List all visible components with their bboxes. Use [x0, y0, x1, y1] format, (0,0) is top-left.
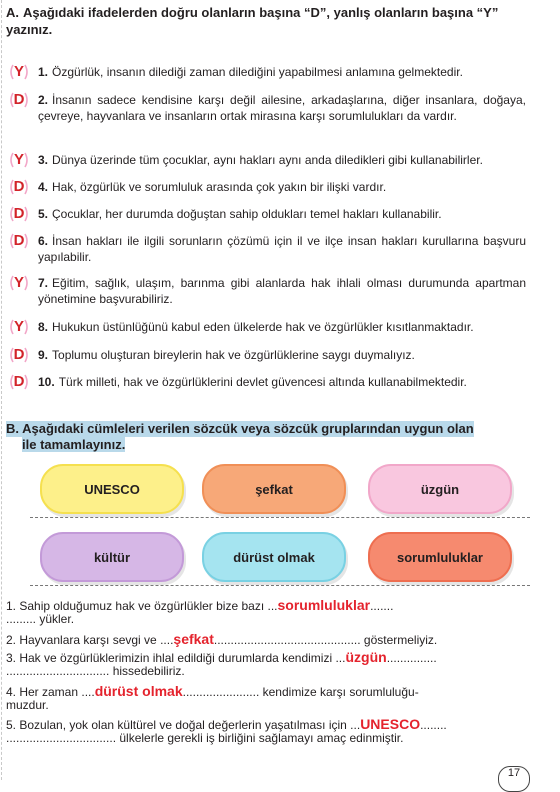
item-number: 3. [38, 153, 49, 167]
item-number: 9. [38, 348, 49, 362]
item-text: Türk milleti, hak ve özgürlüklerini devlet güvencesi altında kullanabilmektedir. [58, 375, 467, 389]
filled-answer: sorumluluklar [277, 597, 371, 613]
item-number: 5. [38, 207, 49, 221]
filled-answer: dürüst olmak [94, 683, 183, 699]
answer-mark: D [8, 373, 30, 391]
section-b-text-line2: ile tamamlayınız. [22, 437, 126, 452]
answer-mark: Y [8, 151, 30, 169]
item-number: 6. [38, 234, 49, 248]
filled-answer: üzgün [345, 649, 387, 665]
section-b-text-line1: Aşağıdaki cümleleri verilen sözcük veya sözcük gruplarından uygun olan [22, 421, 474, 436]
answer-mark: Y [8, 318, 30, 336]
sentence-1: 1. Sahip olduğumuz hak ve özgürlükler bize bazı ...sorumluluklar....... ......... yükler. [6, 597, 394, 626]
divider [30, 585, 530, 586]
item-number: 7. [38, 276, 49, 290]
answer-bracket-icon [8, 274, 28, 292]
answer-bracket-icon [8, 318, 28, 336]
item-text: Eğitim, sağlık, ulaşım, barınma gibi alanlarda hak ihlali olması durumunda apartman yönetimine başvurabiliriz. [38, 276, 526, 306]
answer-mark: D [8, 178, 30, 196]
word-box-kultur: kültür [40, 532, 184, 582]
answer-mark: Y [8, 63, 30, 81]
section-a-letter: A. [6, 5, 19, 20]
item-text: Çocuklar, her durumda doğuştan sahip oldukları temel hakları kullanabilir. [52, 207, 442, 221]
answer-bracket-icon [8, 178, 28, 196]
answer-mark: Y [8, 274, 30, 292]
item-number: 4. [38, 180, 49, 194]
item-text: Özgürlük, insanın dilediği zaman dilediğini yapabilmesi anlamına gelmektedir. [52, 65, 463, 79]
item-text: Dünya üzerinde tüm çocuklar, aynı hakları aynı anda diledikleri gibi kullanabilirler. [52, 153, 483, 167]
answer-mark: D [8, 346, 30, 364]
item-number: 1. [38, 65, 49, 79]
answer-bracket-icon [8, 63, 28, 81]
answer-bracket-icon [8, 151, 28, 169]
item-text: Toplumu oluşturan bireylerin hak ve özgürlüklerine saygı duymalıyız. [52, 348, 415, 362]
item-text: İnsanın sadece kendisine karşı değil ailesine, arkadaşlarına, diğer insanlara, doğaya, çevreye, hayvanlara ve insanların ortak mirasına karşı sorumlulukları da vardır. [38, 93, 526, 123]
margin-guide [1, 0, 2, 780]
filled-answer: UNESCO [360, 716, 421, 732]
filled-answer: şefkat [173, 631, 214, 647]
item-text: Hukukun üstünlüğünü kabul eden ülkelerde hak ve özgürlükler kısıtlanmaktadır. [52, 320, 474, 334]
answer-bracket-icon [8, 205, 28, 223]
page-number: 17 [498, 766, 530, 792]
section-b-letter: B. [6, 421, 19, 436]
item-text: İnsan hakları ile ilgili sorunların çözümü için il ve ilçe insan hakları kurullarına başvuru yapılabilir. [38, 234, 526, 264]
word-box-unesco: UNESCO [40, 464, 184, 514]
item-text: Hak, özgürlük ve sorumluluk arasında çok yakın bir ilişki vardır. [52, 180, 387, 194]
word-box-uzgun: üzgün [368, 464, 512, 514]
sentence-2: 2. Hayvanlara karşı sevgi ve ....şefkat............................................ göstermeliyiz. [6, 631, 438, 647]
sentence-3: 3. Hak ve özgürlüklerimizin ihlal edildiği durumlarda kendimizi ...üzgün............... ............................... hissedebiliriz. [6, 649, 437, 678]
section-a-text: Aşağıdaki ifadelerden doğru olanların başına “D”, yanlış olanların başına “Y” yazınız. [6, 5, 499, 37]
answer-mark: D [8, 232, 30, 250]
item-number: 10. [38, 375, 55, 389]
sentence-5: 5. Bozulan, yok olan kültürel ve doğal değerlerin yaşatılması için ...UNESCO........ ................................. ülkelerle gerekli iş birliğini sağlamayı amaç edinmiştir. [6, 716, 447, 745]
sentence-4: 4. Her zaman ....dürüst olmak....................... kendimize karşı sorumluluğu- muzdur. [6, 683, 419, 712]
word-box-sefkat: şefkat [202, 464, 346, 514]
answer-bracket-icon [8, 373, 28, 391]
answer-bracket-icon [8, 232, 28, 250]
answer-mark: D [8, 91, 30, 109]
word-box-sorumluluklar: sorumluluklar [368, 532, 512, 582]
item-number: 2. [38, 93, 49, 107]
section-a-instruction [6, 4, 526, 38]
answer-mark: D [8, 205, 30, 223]
word-box-durust-olmak: dürüst olmak [202, 532, 346, 582]
item-number: 8. [38, 320, 49, 334]
answer-bracket-icon [8, 91, 28, 109]
divider [30, 517, 530, 518]
section-b-instruction [6, 421, 526, 453]
answer-bracket-icon [8, 346, 28, 364]
